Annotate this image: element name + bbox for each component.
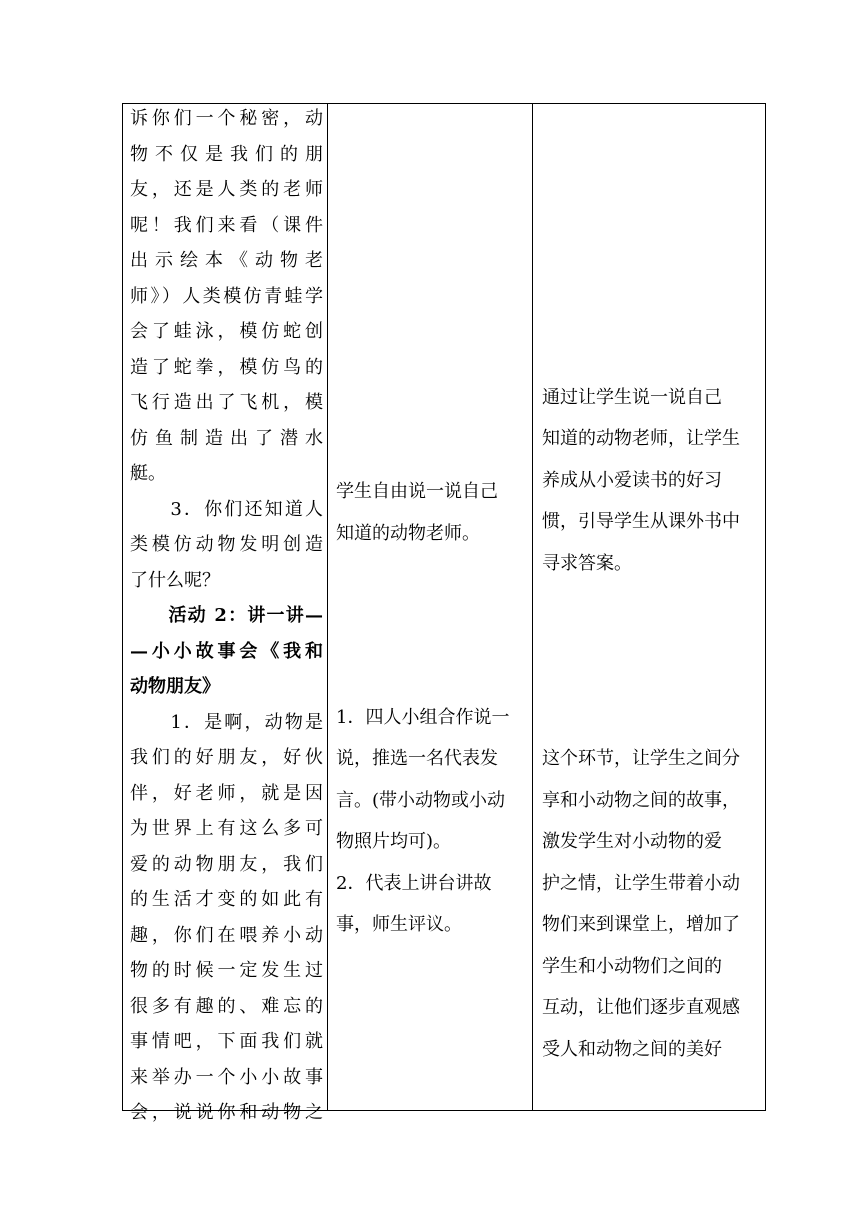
text-line: 事，师生评议。 [336, 914, 462, 935]
text-line: 互动，让他们逐步直观感 [542, 997, 740, 1018]
text-line: 仿鱼制造出了潜水 [130, 428, 323, 449]
activity-heading: 活动 2：讲一讲— [130, 605, 323, 626]
text-line: 说，推选一名代表发 [336, 748, 498, 769]
text-line: 为世界上有这么多可 [130, 818, 323, 839]
text-line: 护之情，让学生带着小动 [542, 873, 740, 894]
text-line: 来举办一个小小故事 [130, 1067, 323, 1088]
text-line: 学生自由说一说自己 [336, 481, 498, 502]
text-line: 的生活才变的如此有 [130, 889, 323, 910]
text-line: 学生和小动物们之间的 [542, 956, 722, 977]
text-line: 2．代表上讲台讲故 [336, 873, 492, 894]
text-line: 物不仅是我们的朋 [130, 144, 323, 165]
text-line: 知道的动物老师，让学生 [542, 428, 740, 449]
text-line: 1．四人小组合作说一 [336, 707, 510, 728]
text-line: 惯，引导学生从课外书中 [542, 511, 740, 532]
text-line: 寻求答案。 [542, 553, 632, 574]
text-line: 艇。 [130, 463, 166, 484]
text-line: 会了蛙泳，模仿蛇创 [130, 321, 323, 342]
lesson-plan-table [122, 103, 766, 1123]
text-line: 我们的好朋友，好伙 [130, 747, 323, 768]
text-line: 物的时候一定发生过 [130, 960, 323, 981]
text-line: 通过让学生说一说自己 [542, 387, 722, 408]
student-activity-cell [328, 104, 532, 1110]
text-line: 物照片均可)。 [336, 831, 452, 852]
text-line: 养成从小爱读书的好习 [542, 470, 722, 491]
text-line: 趣，你们在喂养小动 [130, 925, 323, 946]
text-line: 呢！我们来看（课件 [130, 215, 323, 236]
text-line: 事情吧，下面我们就 [130, 1031, 323, 1052]
text-line: 伴，好老师，就是因 [130, 783, 323, 804]
text-line: 言。(带小动物或小动 [336, 790, 506, 811]
text-line: 诉你们一个秘密，动 [130, 108, 323, 129]
text-line: 飞行造出了飞机，模 [130, 392, 323, 413]
text-line: 师》）人类模仿青蛙学 [130, 286, 323, 307]
text-line: 受人和动物之间的美好 [542, 1039, 722, 1060]
text-line: 知道的动物老师。 [336, 523, 480, 544]
activity-heading: —小小故事会《我和 [130, 641, 323, 662]
activity-heading: 动物朋友》 [130, 676, 220, 697]
text-line: 很多有趣的、难忘的 [130, 996, 323, 1017]
text-line: 出示绘本《动物老 [130, 250, 323, 271]
design-intent-cell [533, 104, 765, 1110]
text-line: 友，还是人类的老师 [130, 179, 323, 200]
text-line: 类模仿动物发明创造 [130, 534, 323, 555]
text-line: 这个环节，让学生之间分 [542, 748, 740, 769]
text-line: 爱的动物朋友，我们 [130, 854, 323, 875]
teacher-activity-cell [123, 104, 327, 1123]
text-line: 了什么呢？ [130, 570, 220, 591]
text-line: 享和小动物之间的故事， [542, 790, 740, 811]
text-line: 会，说说你和动物之 [130, 1102, 323, 1123]
text-line: 激发学生对小动物的爱 [542, 831, 722, 852]
text-line: 造了蛇拳，模仿鸟的 [130, 357, 323, 378]
text-line: 物们来到课堂上，增加了 [542, 914, 740, 935]
text-line: 3．你们还知道人 [130, 499, 323, 520]
text-line: 1．是啊，动物是 [130, 712, 323, 733]
